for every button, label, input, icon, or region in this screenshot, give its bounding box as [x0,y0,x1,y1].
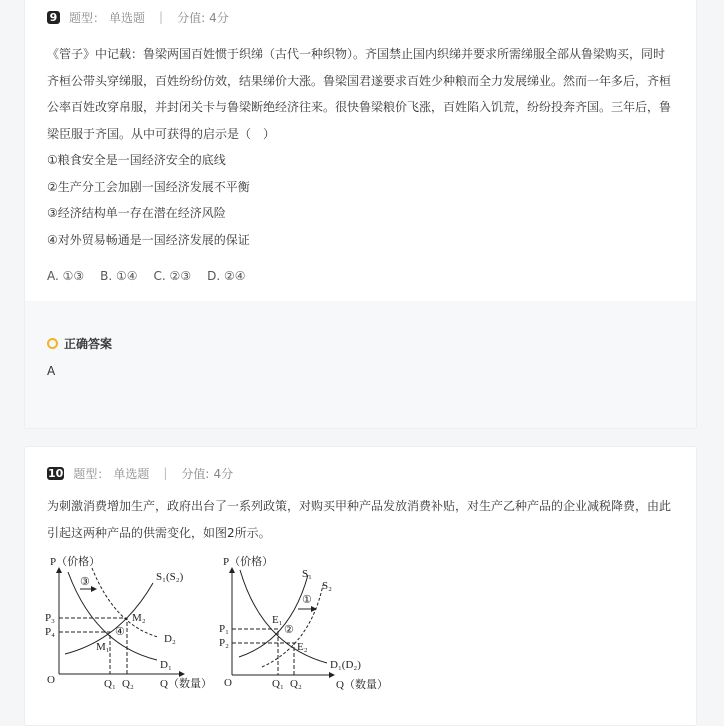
question-score: 4分 [209,10,229,25]
label-q1: Q₁ [104,678,116,690]
question-type: 单选题 [109,10,146,25]
type-label: 题型： [73,466,110,481]
y-axis-label: P（价格） [223,556,274,568]
y-axis-label: P（价格） [50,556,101,568]
question-stem: 《管子》中记载：鲁梁两国百姓惯于织绨（古代一种织物）。齐国禁止国内织绨并要求所需绨服全部从鲁梁购买，同时齐桓公带头穿绨服，百姓纷纷仿效，结果绨价大涨。鲁梁国君遂要求百姓少种粮而全力发展绨业。然而一年多后，齐桓公率百姓改穿帛服，并封闭关卡与鲁梁断绝经济往来。很快鲁梁粮价飞涨，百姓陷入饥荒，纷纷投奔齐国。三年后，鲁梁臣服于齐国。从中可获得的启示是（ ） [47,47,672,141]
label-s1: S₁ [302,568,312,580]
figure-2 [25,550,425,695]
question-meta [47,7,674,27]
label-q1: Q₁ [272,678,284,690]
option-c[interactable]: C. ②③ [153,269,192,283]
option-d[interactable]: D. ②④ [207,269,246,283]
question-stem: 为刺激消费增加生产，政府出台了一系列政策，对购买甲种产品发放消费补贴，对生产乙种产品的企业减税降费，由此引起这两种产品的供需变化，如图2所示。 [47,499,672,540]
medal-icon [47,338,58,349]
figure-right [232,568,334,675]
label-p2: P₂ [219,637,229,649]
x-axis-label: Q（数量） [336,679,388,691]
origin-label: O [224,677,232,689]
option-b[interactable]: B. ①④ [100,269,138,283]
label-1: ① [302,594,312,606]
statement-item: ③经济结构单一存在潜在经济风险 [47,206,226,220]
score-label: 分值: [181,466,210,481]
answer-title: 正确答案 [64,337,113,351]
question-card-10 [24,446,697,726]
type-label: 题型： [69,10,106,25]
label-d2: D₂ [164,633,176,645]
separator: | [159,10,164,24]
origin-label: O [47,674,55,686]
label-p3: P₃ [45,612,55,624]
demand-curve-d2 [92,568,158,637]
question-number: 10 [48,466,64,480]
question-meta [47,463,674,483]
label-2: ② [284,624,294,636]
label-3: ③ [80,576,90,588]
label-p4: P₄ [45,626,55,638]
question-card-9 [24,0,697,429]
label-d1: D₁ [160,659,172,671]
x-axis-label: Q（数量） [160,678,212,690]
label-4: ④ [115,626,125,638]
label-m1: M₁ [96,641,110,653]
label-m2: M₂ [132,612,146,624]
separator: | [163,466,168,480]
statement-item: ①粮食安全是一国经济安全的底线 [47,153,226,167]
statement-item: ②生产分工会加剧一国经济发展不平衡 [47,179,250,194]
statement-item: ④对外贸易畅通是一国经济发展的保证 [47,232,250,247]
demand-curve [240,570,327,663]
question-type: 单选题 [113,466,150,481]
answer-value: A [47,364,56,378]
score-label: 分值: [177,10,206,25]
option-a[interactable]: A. ①③ [47,269,85,283]
question-number: 9 [47,11,60,24]
question-score: 4分 [213,466,234,481]
label-q2: Q₂ [122,678,134,690]
label-s2: S₂ [322,580,332,592]
label-e1: E₁ [272,614,283,626]
label-d: D₁(D₂) [330,659,361,671]
label-s: S₁(S₂) [156,571,184,583]
label-p1: P₁ [219,623,229,635]
label-e2: E₂ [297,641,308,653]
answer-section [25,301,696,428]
label-q2: Q₂ [290,678,302,690]
question-list [24,0,697,726]
